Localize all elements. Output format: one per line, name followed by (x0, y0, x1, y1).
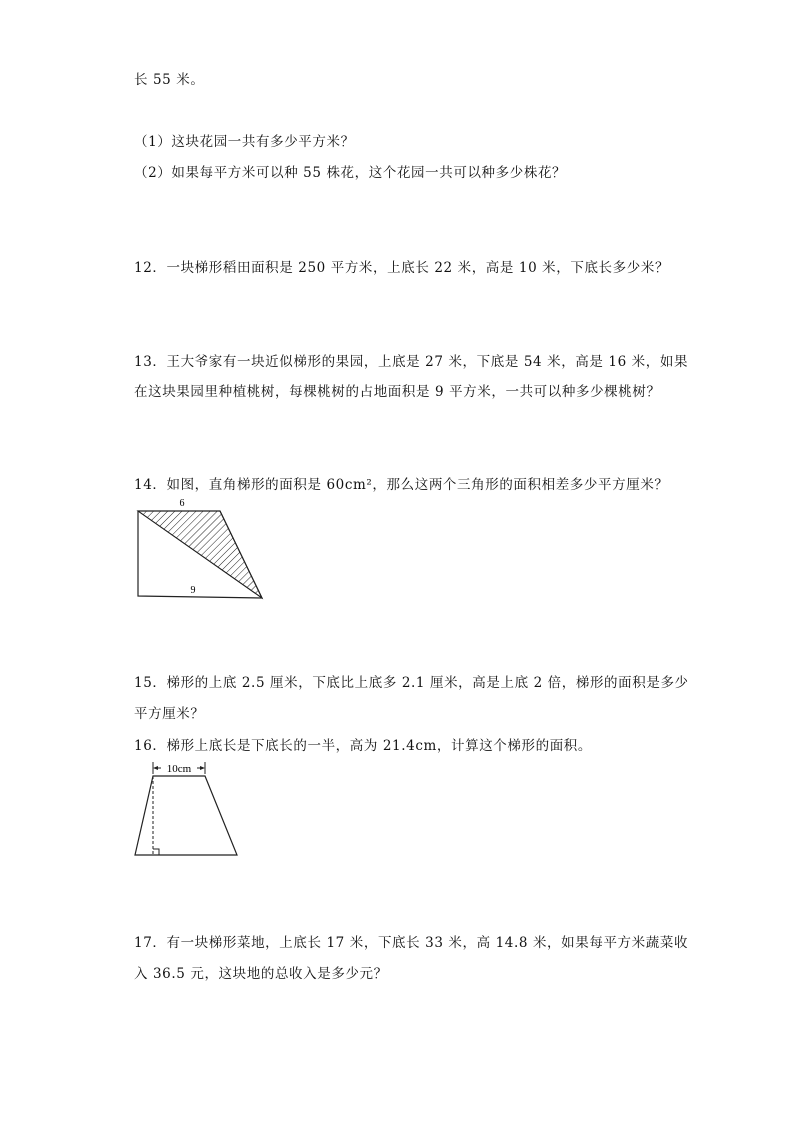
question-11-part-2: （2）如果每平方米可以种 55 株花，这个花园一共可以种多少株花？ (134, 165, 567, 181)
question-17-line-2: 入 36.5 元，这块地的总收入是多少元？ (134, 966, 388, 982)
figure-16-trapezoid (130, 758, 242, 860)
question-11-tail: 长 55 米。 (134, 72, 205, 88)
top-base-label: 6 (179, 498, 185, 509)
question-13-line-1: 13．王大爷家有一块近似梯形的果园，上底是 27 米，下底是 54 米，高是 16 米，如果 (134, 354, 689, 370)
dimension-arrowhead-left (153, 766, 158, 770)
trapezoid-outline (135, 776, 237, 855)
question-11-part-1: （1）这块花园一共有多少平方米？ (134, 134, 355, 150)
dimension-arrowhead-right (200, 766, 205, 770)
question-15-line-1: 15．梯形的上底 2.5 厘米，下底比上底多 2.1 厘米，高是上底 2 倍，梯形的面积是多少 (134, 675, 689, 691)
top-base-label: 10cm (166, 763, 192, 775)
question-17-line-1: 17．有一块梯形菜地，上底长 17 米，下底长 33 米，高 14.8 米，如果每平方米蔬菜收 (134, 935, 689, 951)
question-16: 16．梯形上底长是下底长的一半，高为 21.4cm，计算这个梯形的面积。 (134, 738, 592, 754)
question-12: 12．一块梯形稻田面积是 250 平方米，上底长 22 米，高是 10 米，下底长多少米？ (134, 260, 670, 276)
right-angle-mark (153, 849, 159, 855)
question-14: 14．如图，直角梯形的面积是 60cm²，那么这两个三角形的面积相差多少平方厘米？ (134, 477, 669, 493)
question-15-line-2: 平方厘米？ (134, 706, 205, 722)
figure-14-trapezoid (130, 492, 270, 602)
question-13-line-2: 在这块果园里种植桃树，每棵桃树的占地面积是 9 平方米，一共可以种多少棵桃树？ (134, 384, 661, 400)
bottom-base-label: 9 (190, 585, 196, 596)
